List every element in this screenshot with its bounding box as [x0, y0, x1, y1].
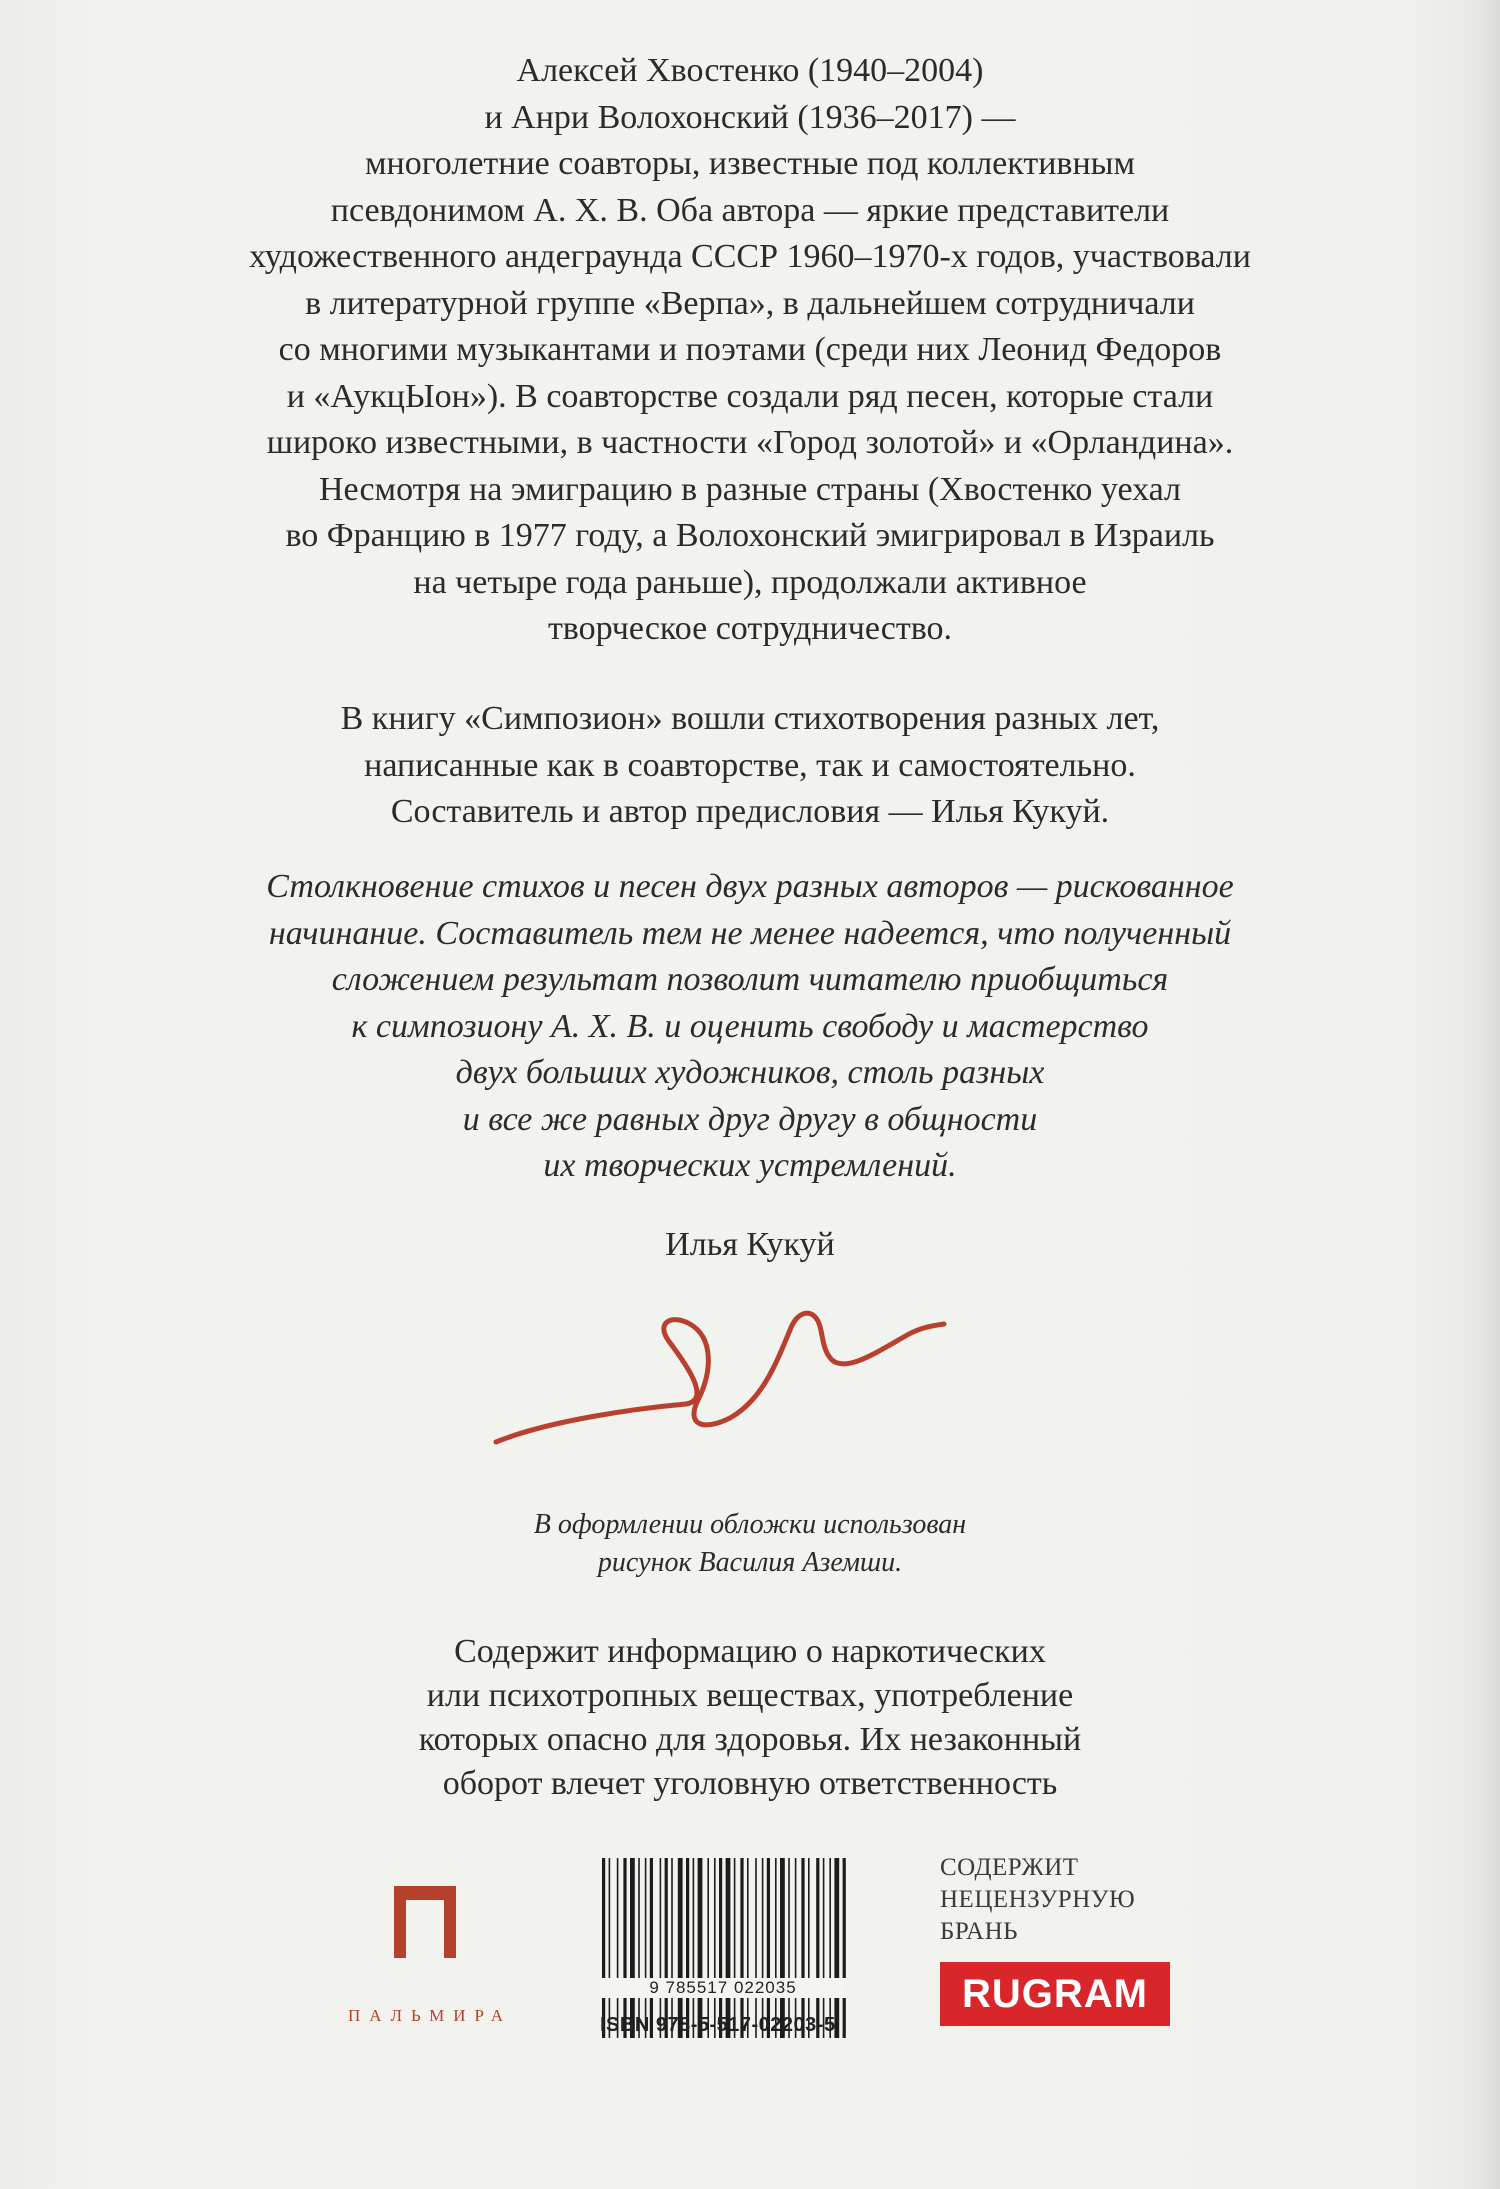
description-line: В книгу «Симпозион» вошли стихотворения разных лет, — [340, 700, 1160, 737]
authors-bio — [140, 48, 1360, 653]
quote-line: двух больших художников, столь разных — [455, 1054, 1045, 1091]
bio-line: художественного андеграунда СССР 1960–1970-х годов, участвовали — [249, 238, 1251, 275]
publisher-logo — [300, 1880, 560, 2030]
description-line: Составитель и автор предисловия — Илья Кукуй. — [390, 793, 1110, 830]
profanity-notice-line: НЕЦЕНЗУРНУЮ — [940, 1886, 1136, 1913]
bio-line: и «АукцЫон»). В соавторстве создали ряд песен, которые стали — [286, 377, 1214, 415]
profanity-notice — [940, 1852, 1180, 1948]
quote-line: к симпозиону А. Х. В. и оценить свободу и мастерство — [351, 1007, 1149, 1045]
bio-line: в литературной группе «Верпа», в дальнейшем сотрудничали — [305, 284, 1195, 322]
quote-line: Столкновение стихов и песен двух разных авторов — рискованное — [266, 868, 1234, 905]
credit-line: В оформлении обложки использован — [533, 1509, 967, 1540]
book-description — [140, 696, 1360, 836]
quote-author: Илья Кукуй — [665, 1226, 835, 1263]
palmyra-arch-icon — [390, 1880, 460, 1960]
bio-line: творческое сотрудничество. — [547, 610, 953, 647]
bio-line: со многими музыкантами и поэтами (среди них Леонид Федоров — [278, 331, 1222, 368]
warning-line: оборот влечет уголовную ответственность — [442, 1765, 1058, 1802]
warning-line: Содержит информацию о наркотических — [454, 1633, 1046, 1670]
isbn-barcode — [600, 1858, 846, 2038]
quote-line: начинание. Составитель тем не менее надеется, что полученный — [268, 914, 1232, 952]
quote-line: их творческих устремлений. — [543, 1147, 957, 1184]
isbn-number: ISBN 978-5-517-02203-5 — [600, 2014, 836, 2036]
bio-line: во Францию в 1977 году, а Волохонский эмигрировал в Израиль — [285, 517, 1215, 554]
bio-line: многолетние соавторы, известные под коллективным — [364, 145, 1135, 182]
barcode-digits: 9 785517 022035 — [600, 1978, 846, 1998]
publisher-name: ПАЛЬМИРА — [347, 2006, 513, 2025]
quote-line: и все же равных друг другу в общности — [462, 1100, 1038, 1138]
profanity-notice-line: БРАНЬ — [940, 1918, 1019, 1945]
bio-line: и Анри Волохонский (1936–2017) — — [484, 98, 1016, 136]
description-line: написанные как в соавторстве, так и самостоятельно. — [364, 746, 1136, 784]
warning-line: или психотропных веществах, употребление — [426, 1677, 1074, 1714]
signature-drawing — [490, 1300, 950, 1480]
bio-line: Несмотря на эмиграцию в разные страны (Хвостенко уехал — [318, 470, 1182, 508]
credit-line: рисунок Василия Аземши. — [597, 1547, 903, 1578]
bio-line: Алексей Хвостенко (1940–2004) — [516, 52, 984, 89]
editor-quote — [140, 864, 1360, 1190]
bio-line: широко известными, в частности «Город золотой» и «Орландина». — [266, 424, 1234, 461]
drug-content-warning — [140, 1630, 1360, 1806]
warning-line: которых опасно для здоровья. Их незаконный — [418, 1721, 1082, 1758]
rugram-badge: RUGRAM — [940, 1962, 1170, 2026]
quote-line: сложением результат позволит читателю приобщиться — [331, 961, 1169, 998]
bio-line: на четыре года раньше), продолжали активное — [413, 563, 1087, 601]
bio-line: псевдонимом А. Х. В. Оба автора — яркие представители — [330, 191, 1170, 229]
cover-edge-shadow — [1478, 0, 1500, 2189]
cover-art-credit — [140, 1506, 1360, 1582]
profanity-notice-line: СОДЕРЖИТ — [940, 1854, 1079, 1881]
